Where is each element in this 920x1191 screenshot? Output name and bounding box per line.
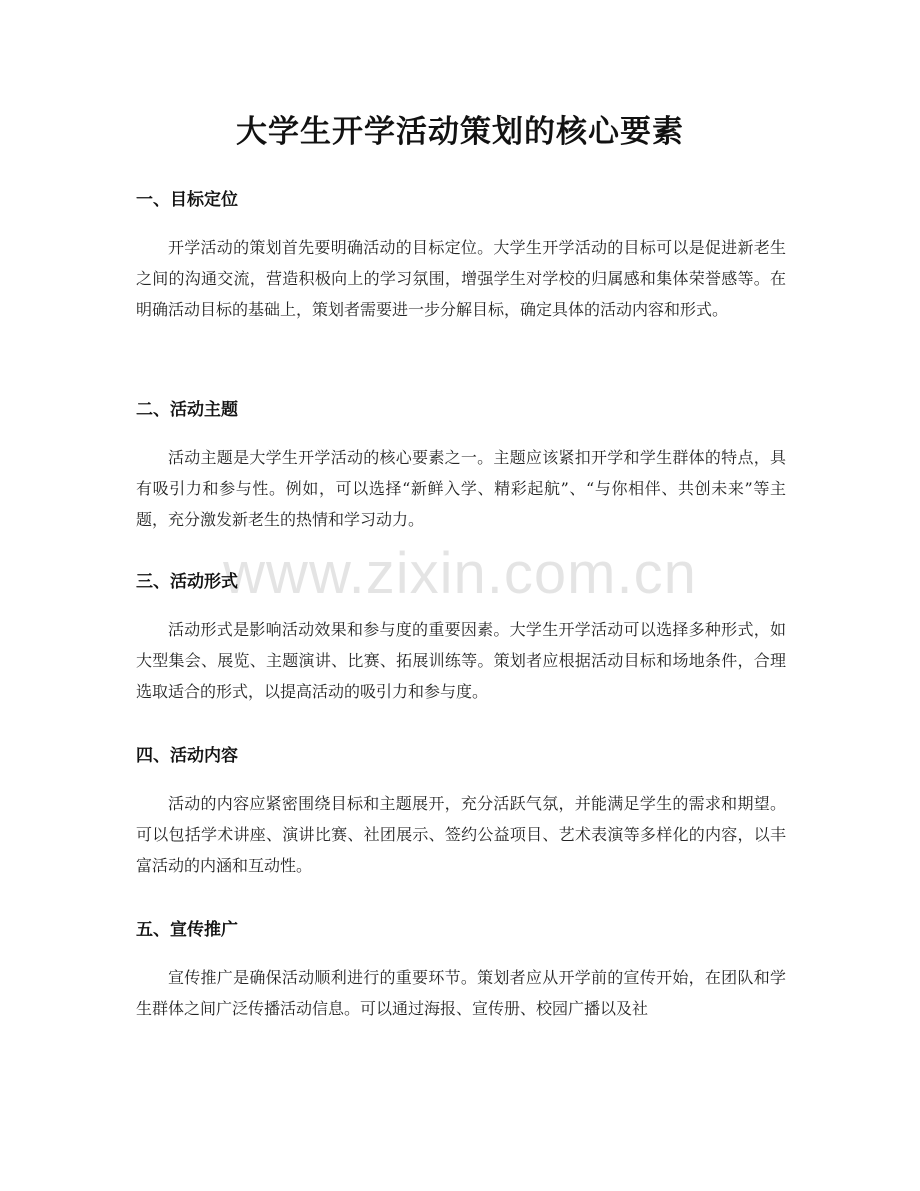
page-title: 大学生开学活动策划的核心要素 <box>236 114 684 150</box>
section-promotion <box>136 916 786 1024</box>
section-activity-theme <box>136 396 786 535</box>
section-paragraph: 开学活动的策划首先要明确活动的目标定位。大学生开学活动的目标可以是促进新老生之间的沟通交流，营造积极向上的学习氛围，增强学生对学校的归属感和集体荣誉感等。在明确活动目标的基础上，策划者需要进一步分解目标，确定具体的活动内容和形式。 <box>136 238 786 319</box>
section-paragraph: 活动主题是大学生开学活动的核心要素之一。主题应该紧扣开学和学生群体的特点，具有吸引力和参与性。例如，可以选择“新鲜入学、精彩起航”、“与你相伴、共创未来”等主题，充分激发新老生的热情和学习动力。 <box>136 448 786 529</box>
section-heading: 二、活动主题 <box>136 400 238 420</box>
section-paragraph: 宣传推广是确保活动顺利进行的重要环节。策划者应从开学前的宣传开始，在团队和学生群体之间广泛传播活动信息。可以通过海报、宣传册、校园广播以及社 <box>136 968 786 1018</box>
section-activity-format <box>136 568 786 707</box>
section-goal-positioning <box>136 186 786 325</box>
section-paragraph: 活动的内容应紧密围绕目标和主题展开，充分活跃气氛，并能满足学生的需求和期望。可以包括学术讲座、演讲比赛、社团展示、签约公益项目、艺术表演等多样化的内容，以丰富活动的内涵和互动性。 <box>136 794 786 875</box>
section-heading: 一、目标定位 <box>136 190 238 210</box>
section-activity-content <box>136 742 786 881</box>
watermark: www.zixin.com.cn <box>223 541 697 606</box>
section-paragraph: 活动形式是影响活动效果和参与度的重要因素。大学生开学活动可以选择多种形式，如大型集会、展览、主题演讲、比赛、拓展训练等。策划者应根据活动目标和场地条件，合理选取适合的形式，以提高活动的吸引力和参与度。 <box>136 620 786 701</box>
section-heading: 四、活动内容 <box>136 746 238 766</box>
section-heading: 五、宣传推广 <box>136 920 238 940</box>
section-heading: 三、活动形式 <box>136 572 238 592</box>
